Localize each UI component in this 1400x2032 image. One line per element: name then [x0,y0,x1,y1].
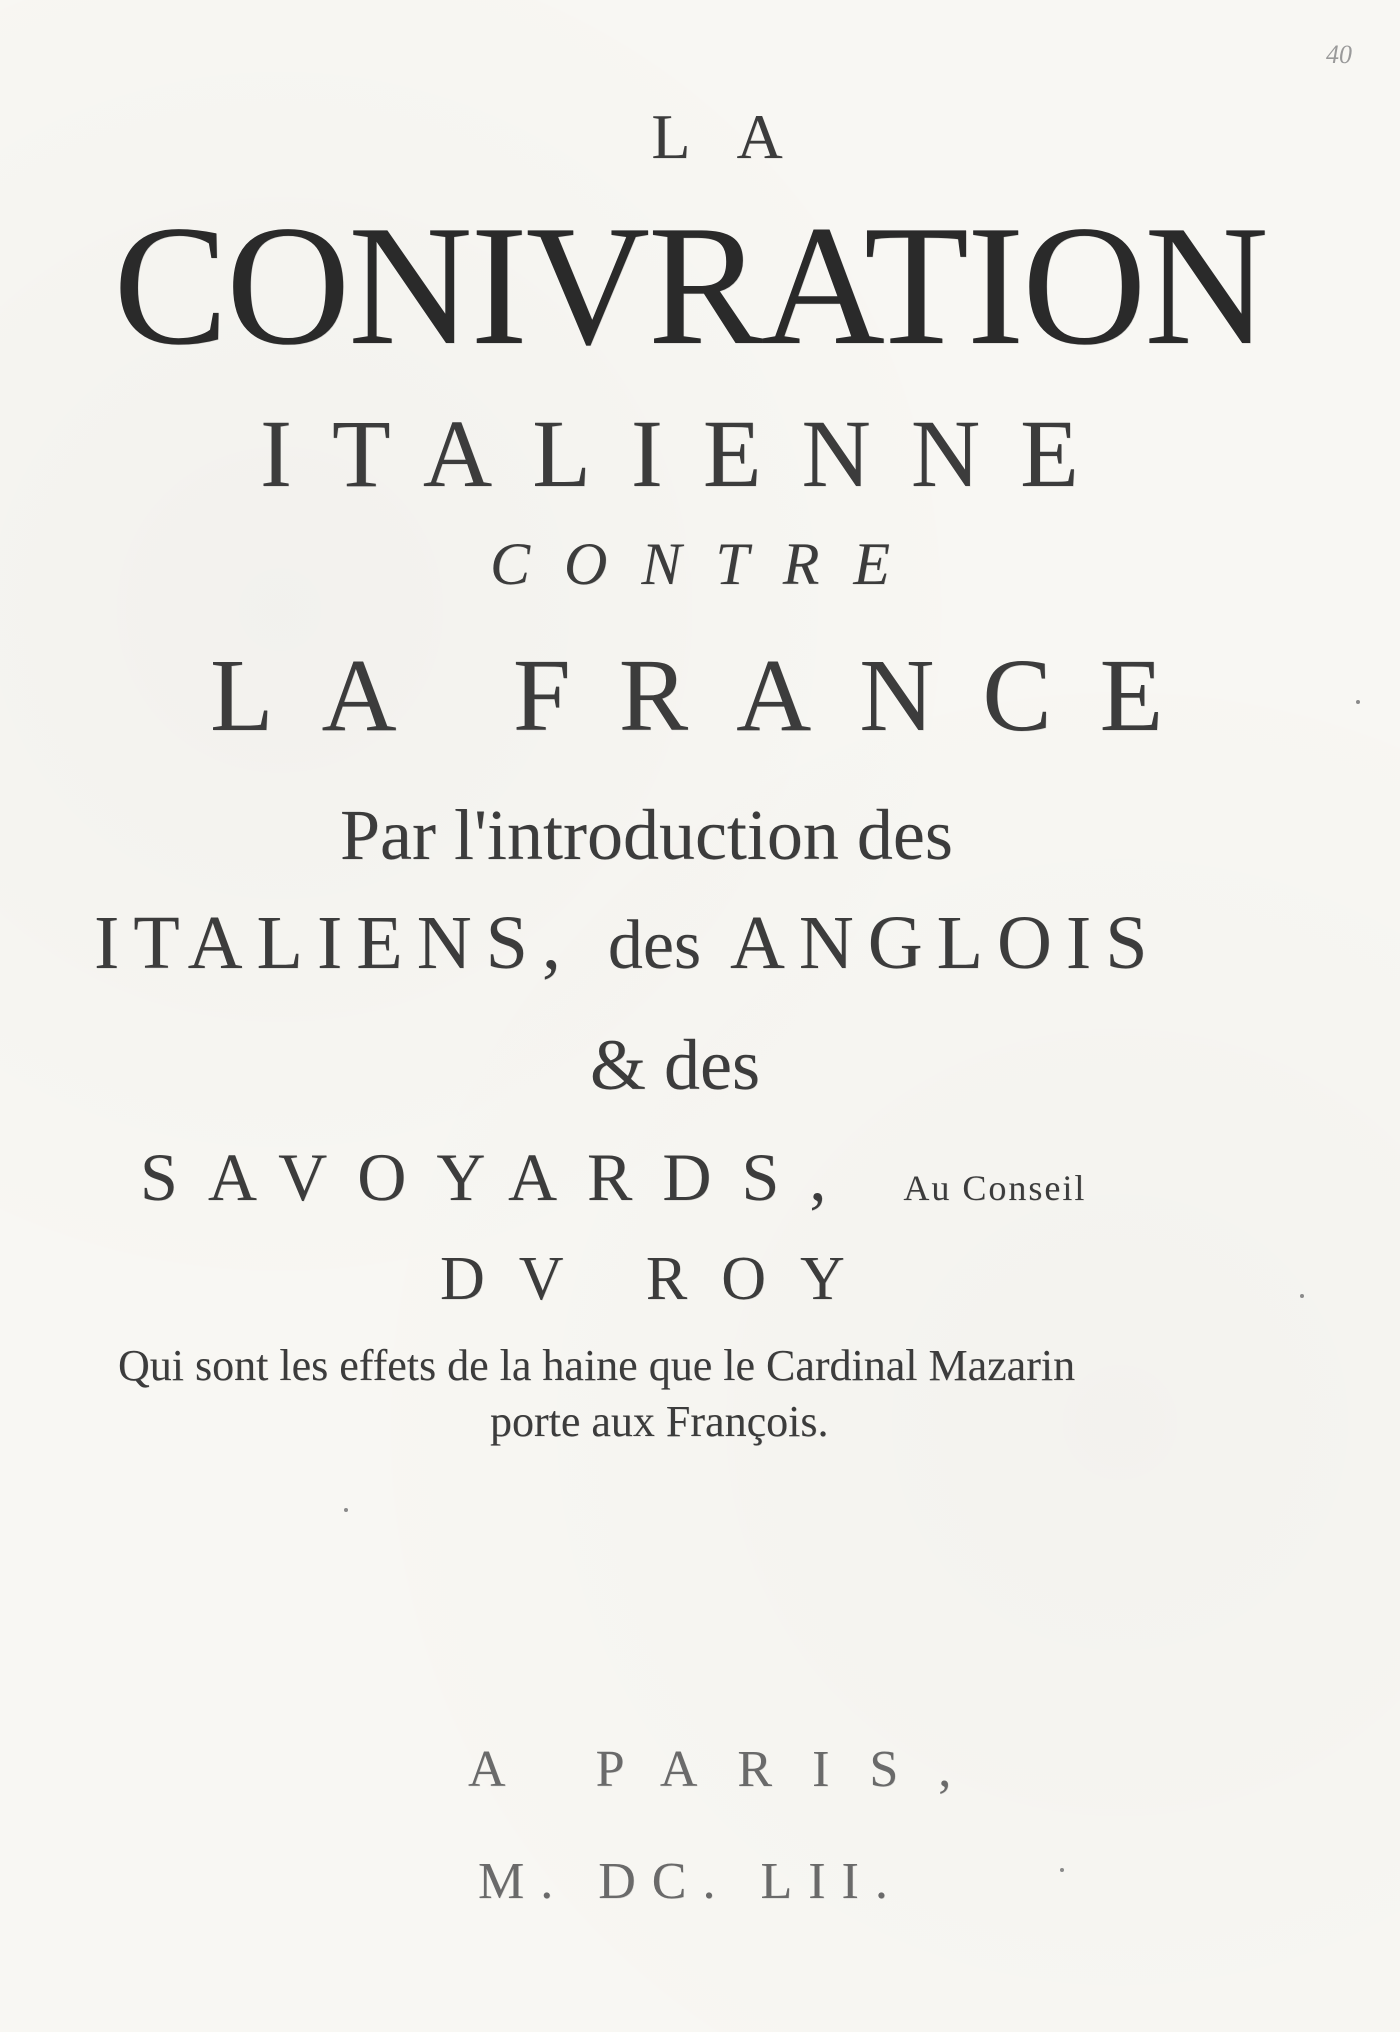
description-line-1: Qui sont les effets de la haine que le Cardinal Mazarin [118,1341,1076,1390]
subtitle-savoyards: SAVOYARDS, [140,1139,857,1215]
imprint-place: A PARIS, [468,1741,992,1798]
title-preposition: CONTRE [490,531,925,597]
description-line-2: porte aux François. [490,1397,829,1446]
imprint-date: M. DC. LII. [478,1853,904,1910]
subtitle-et-des: & des [590,1025,760,1105]
title-adjective: ITALIENNE [260,400,1119,507]
subtitle-au-conseil: Au Conseil [903,1168,1087,1208]
page-number-mark: 40 [1326,40,1352,69]
subtitle-du-roy: DV ROY [440,1245,879,1313]
speck [344,1508,348,1512]
title-article: LA [651,101,829,172]
speck [1356,700,1360,704]
subtitle-intro: Par l'introduction des [340,795,953,875]
speck [1300,1294,1304,1298]
subtitle-nations-line [94,900,1374,987]
title-object: LA FRANCE [210,638,1212,753]
subtitle-anglois: ANGLOIS [729,901,1162,985]
title-main-word: CONIVRATION [113,191,1267,381]
speck [1060,1868,1064,1872]
subtitle-savoyards-line [140,1138,1250,1217]
subtitle-des: des [607,907,702,984]
subtitle-italiens: ITALIENS, [94,901,575,985]
